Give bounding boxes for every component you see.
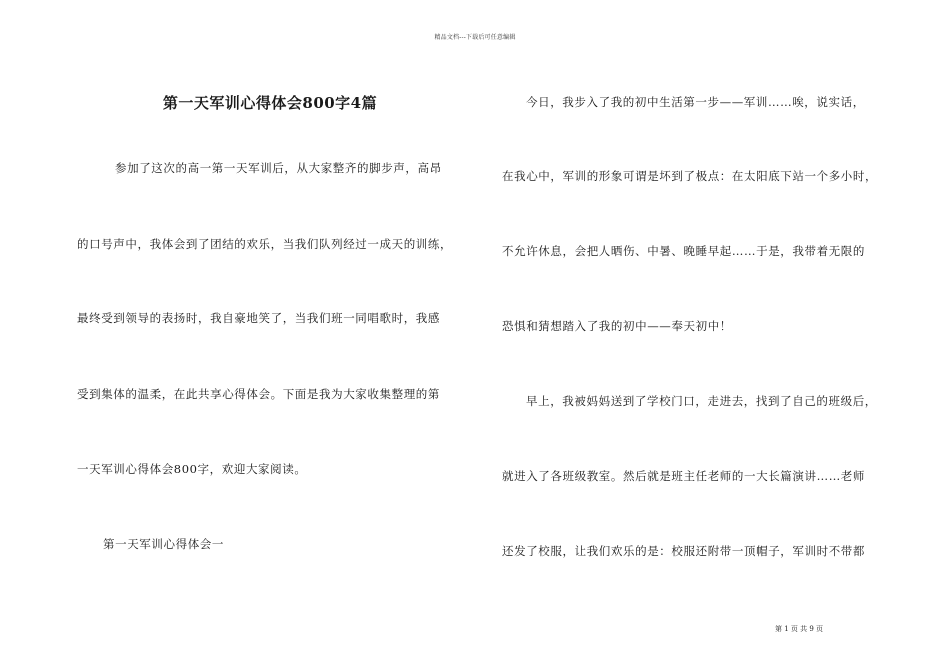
document-title: 第一天军训心得体会800字4篇 [162,94,378,112]
right-line-2: 在我心中，军训的形象可谓是坏到了极点：在太阳底下站一个多小时， [502,169,878,183]
left-line-1: 参加了这次的高一第一天军训后，从大家整齐的脚步声，高昂 [115,161,442,175]
right-line-6: 就进入了各班级教室。然后就是班主任老师的一大长篇演讲……老师 [502,469,865,483]
page-number: 第 1 页 共 9 页 [775,625,824,633]
right-line-5: 早上，我被妈妈送到了学校门口，走进去，找到了自己的班级后， [526,394,877,408]
right-line-3: 不允许休息，会把人晒伤、中暑、晚睡早起……于是，我带着无限的 [502,244,865,258]
left-line-5: 一天军训心得体会800字，欢迎大家阅读。 [77,462,307,476]
left-line-2: 的口号声中，我体会到了团结的欢乐，当我们队列经过一成天的训练， [77,237,453,251]
right-line-4: 恐惧和猜想踏入了我的初中——奉天初中！ [502,319,732,333]
header-note: 精品文档---下载后可任意编辑 [434,34,516,41]
left-line-3: 最终受到领导的表扬时，我自豪地笑了，当我们班一同唱歌时，我感 [77,311,440,325]
left-line-4: 受到集体的温柔，在此共享心得体会。下面是我为大家收集整理的第 [77,387,440,401]
right-line-7: 还发了校服，让我们欢乐的是：校服还附带一顶帽子，军训时不带都 [502,544,865,558]
left-section-heading: 第一天军训心得体会一 [103,537,224,551]
right-line-1: 今日，我步入了我的初中生活第一步——军训……唉，说实话， [526,95,865,109]
